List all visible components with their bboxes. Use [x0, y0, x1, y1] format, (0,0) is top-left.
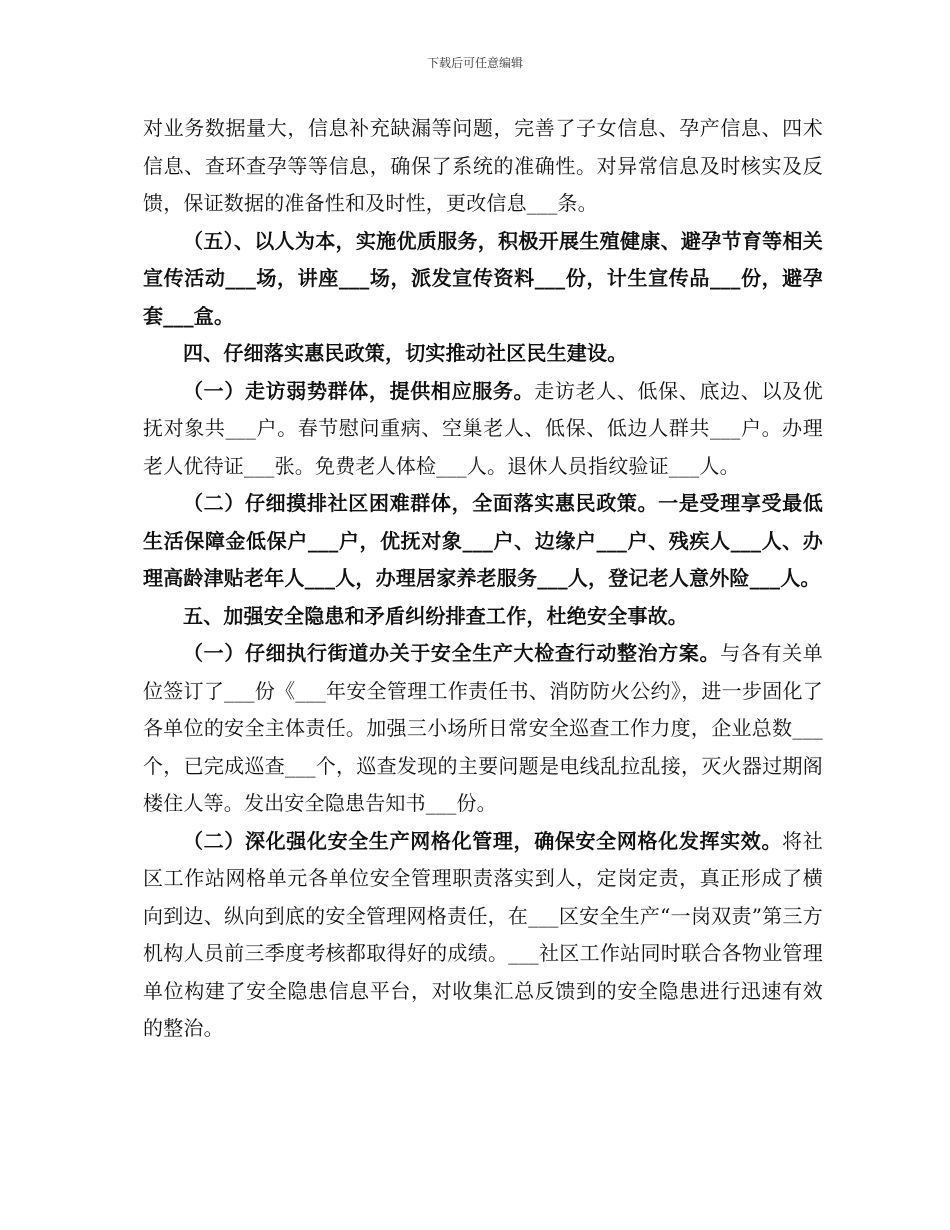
paragraph-lead: （二）深化强化安全生产网格化管理，确保安全网格化发挥实效。 — [183, 828, 783, 853]
paragraph-body: 将社区工作站网格单元各单位安全管理职责落实到人，定岗定责，真正形成了横向到边、纵向到底的安全管理网格责任，在___区安全生产“一岗双责”第三方机构人员前三季度考核都取得好的成绩。___社区工作站同时联合各物业管理单位构建了安全隐患信息平台，对收集汇总反馈到的安全隐患进行迅速有效的整治。 — [143, 828, 823, 1040]
paragraph-lead: （一）走访弱势群体，提供相应服务。 — [183, 378, 535, 403]
paragraph-grid-management — [143, 823, 823, 1048]
paragraph-safety-inspection — [143, 635, 823, 823]
paragraph-lead: （一）仔细执行街道办关于安全生产大检查行动整治方案。 — [183, 641, 721, 665]
paragraph-data-verification: 对业务数据量大，信息补充缺漏等问题，完善了子女信息、孕产信息、四术信息、查环查孕等等信息，确保了系统的准确性。对异常信息及时核实及反馈，保证数据的准备性和及时性，更改信息___条。 — [143, 116, 823, 215]
paragraph-body: 与各有关单位签订了___份《___年安全管理工作责任书、消防防火公约》，进一步固化了各单位的安全主体责任。加强三小场所日常安全巡查工作力度，企业总数___个，已完成巡查___个，巡查发现的主要问题是电线乱拉乱接，灭火器过期阁楼住人等。发出安全隐患告知书___份。 — [143, 641, 824, 815]
section-heading-safety: 五、加强安全隐患和矛盾纠纷排查工作，杜绝安全事故。 — [183, 603, 688, 628]
document-body — [143, 110, 823, 1048]
section-heading-welfare-policy: 四、仔细落实惠民政策，切实推动社区民生建设。 — [183, 341, 628, 365]
page-header: 下载后可任意编辑 — [426, 56, 523, 70]
paragraph-difficult-groups: （二）仔细摸排社区困难群体，全面落实惠民政策。一是受理享受最低生活保障金低保户___户，优抚对象___户、边缘户___户、残疾人___人、办理高龄津贴老年人___人，办理居家养老服务___人，登记老人意外险___人。 — [143, 491, 823, 590]
paragraph-visit-vulnerable — [143, 373, 823, 486]
paragraph-quality-service: （五）、以人为本，实施优质服务，积极开展生殖健康、避孕节育等相关宣传活动___场，讲座___场，派发宣传资料___份，计生宣传品___份，避孕套___盒。 — [143, 228, 823, 328]
paragraph-body: 走访老人、低保、底边、以及优抚对象共___户。春节慰问重病、空巢老人、低保、低边人群共___户。办理老人优待证___张。免费老人体检___人。退休人员指纹验证___人。 — [143, 378, 823, 478]
